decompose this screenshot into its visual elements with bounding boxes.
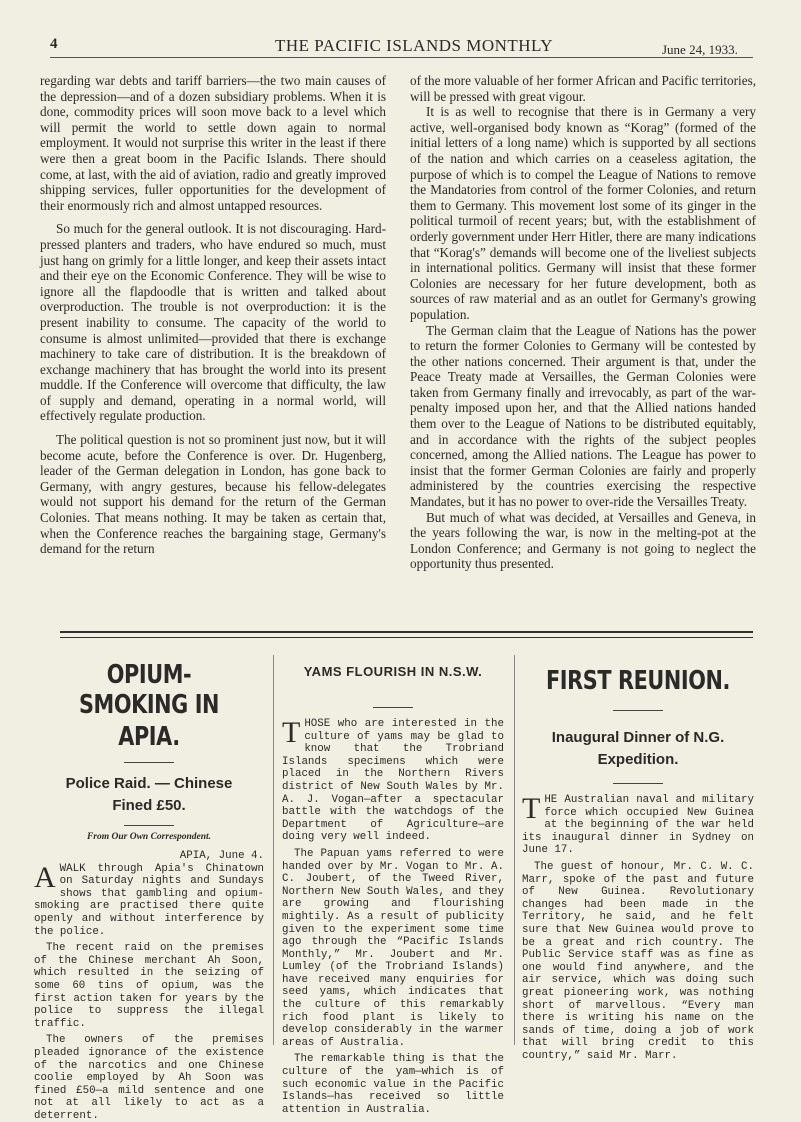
opium-headline-2: APIA. (118, 722, 180, 752)
opium-subhead-2: Fined £50. (112, 797, 186, 814)
column-rule (273, 655, 274, 1045)
opium-dateline: APIA, June 4. (179, 850, 264, 862)
editorial-paragraph: It is as well to recognise that there is in Germany a very active, well-organised body known as “Korag” (formed of the initial letters of a long name) which is supported by all sections of the nation and which carries on a ceaseless agitation, the purpose of which is to compel the League of Nations to remove the Mandatories from control of the former Colonies, and return them to Germany. This movement lost some of its ginger in the political turmoil of recent years; but, with the establishment of orderly government under Herr Hitler, there are many indications that “Korag's” demands will become one of the liveliest subjects in international politics. Germany will insist that these former Colonies are necessary for her future development, both as sources of raw material and as an outlet for Germany's growing population. (410, 104, 756, 322)
reunion-subhead-2: Expedition. (597, 751, 679, 768)
dropcap: T (282, 716, 301, 749)
opium-article (34, 660, 264, 1122)
opium-headline-1: OPIUM-SMOKING IN (78, 660, 220, 720)
yams-body (282, 718, 504, 1116)
headline-rule (124, 762, 174, 763)
yams-paragraph: The Papuan yams referred to were handed over by Mr. Vogan to Mr. A. C. Joubert, of the Tweed River, Northern New South Wales, and they are growing and flourishing mightily. As a result of publicity given to the experiment some time ago through the “Pacific Islands Monthly,” Mr. Joubert and Mr. Lumley (of the Trobriand Islands) have received many enquiries for seed yams, which indicates that the culture of this remarkably rich food plant is likely to develop considerably in the warmer areas of Australia. (282, 847, 504, 1049)
page-number: 4 (50, 36, 58, 52)
editorial-paragraph: The political question is not so prominent just now, but it will become acute, before the Conference is over. Dr. Hugenberg, leader of the German delegation in London, has gone back to Germany, with angry gestures, because his fellow-delegates would not support his demand for the return of the German Colonies. That means nothing. It may be taken as certain that, when the Conference reaches the bargaining stage, Germany's demand for the return (40, 432, 386, 557)
reunion-subhead-1: Inaugural Dinner of N.G. (551, 729, 725, 746)
opium-subhead-1: Police Raid. — Chinese (65, 775, 233, 792)
headline-rule (373, 707, 413, 708)
editorial-column-left (40, 73, 386, 557)
yams-headline: YAMS FLOURISH IN N.S.W. (303, 664, 483, 679)
editorial-paragraph: The German claim that the League of Nations has the power to return the former Colonies to Germany will be contested by the other nations concerned. Their argument is that, under the Peace Treaty made at Versailles, the German Colonies were taken from Germany finally and irrevocably, as part of the war-penalty imposed upon her, and that the Allied nations handed them over to the League of Nations to be distributed equitably, and in accordance with the rights of the subject peoples concerned, among the Allied nations. The League has power to insist that the former German Colonies are fairly and properly administered by the countries exercising the respective Mandates, but it has no power to over-ride the Versailles Treaty. (410, 322, 756, 510)
reunion-paragraph: The guest of honour, Mr. C. W. C. Marr, spoke of the past and future of New Guinea. Revolutionary changes had been made in the Territory, he said, and he felt sure that New Guinea would prove to be a great and rich country. The Public Service staff was as fine as one would find anywhere, and the air service, which was doing such great pioneering work, was nothing short of marvellous. “Every man there is writing his name on the sands of time, doing a job of work that will bring credit to this country,” said Mr. Marr. (522, 860, 754, 1062)
editorial-paragraph: But much of what was decided, at Versailles and Geneva, in the years following the war, is now in the melting-pot at the London Conference; and Germany is not going to neglect the opportunity thus presented. (410, 509, 756, 572)
headline-rule (613, 710, 663, 711)
reunion-article (522, 664, 754, 1062)
subhead-rule (613, 783, 663, 784)
section-divider (60, 637, 753, 638)
column-rule (514, 655, 515, 1045)
opium-paragraph: The recent raid on the premises of the Chinese merchant Ah Soon, which resulted in the seizing of some 60 tins of opium, was the first action taken for years by the police to suppress the illegal traffic. (34, 942, 264, 1030)
reunion-headline: FIRST REUNION. (545, 666, 731, 696)
editorial-column-right (410, 73, 756, 572)
header-rule (50, 57, 753, 58)
yams-paragraph: HOSE who are interested in the culture of yams may be glad to know that the Trobriand Islands specimens which were placed in the Northern Rivers district of New South Wales by Mr. A. J. Vogan—after a spectacular battle with the watchdogs of the Department of Agriculture—are doing very well indeed. (282, 718, 504, 844)
reunion-paragraph: HE Australian naval and military force which occupied New Guinea at the beginning of the war held its inaugural dinner in Sydney on June 17. (522, 794, 754, 857)
opium-paragraph: The owners of the premises pleaded ignorance of the existence of the narcotics and one Chinese coolie employed by Ah Soon was fined £50—a mild sentence and one not at all likely to act as a deterrent. (34, 1034, 264, 1122)
subhead-rule (124, 825, 174, 826)
dropcap: A (34, 860, 56, 894)
dropcap: T (522, 792, 541, 825)
reunion-body (522, 794, 754, 1062)
issue-date: June 24, 1933. (662, 42, 738, 57)
yams-paragraph: The remarkable thing is that the culture of the yam—which is of such economic value in the Pacific Islands—has received so little attention in Australia. (282, 1053, 504, 1116)
opium-paragraph: WALK through Apia's Chinatown on Saturday nights and Sundays shows that gambling and opium-smoking are practised there quite openly and without interference by the police. (34, 862, 264, 938)
publication-title: THE PACIFIC ISLANDS MONTHLY (275, 36, 553, 55)
opium-byline: From Our Own Correspondent. (86, 832, 212, 842)
yams-article (282, 664, 504, 1116)
opium-body (34, 860, 264, 1122)
editorial-paragraph: regarding war debts and tariff barriers—the two main causes of the depression—and of a dozen subsidiary problems. When it is done, commodity prices will soon move back to a level which will permit the world to settle down again to normal employment. It would not surprise this writer in the least if there were then a great boom in the Pacific Islands. There should come, at last, with the aid of aviation, radio and greatly improved shipping services, fuller opportunities for the development of their enormously rich and almost untapped resources. (40, 73, 386, 213)
section-divider (60, 631, 753, 633)
editorial-paragraph: of the more valuable of her former African and Pacific territories, will be pressed with great vigour. (410, 73, 756, 104)
editorial-paragraph: So much for the general outlook. It is not discouraging. Hard-pressed planters and traders, who have endured so much, must just hang on grimly for a little longer, and keep their assets intact and their eye on the Economic Conference. They will be wise to ignore all the flapdoodle that is written and talked about overproduction. The trouble is not overproduction: it is the present inability to consume. The capacity of the world to consume is almost unlimited—provided that there is exchange machinery to take care of distribution. It is the breakdown of exchange machinery that has brought the world into its present muddle. If the Conference will overcome that difficulty, the law of supply and demand, operating in a normal world, will effectively regulate production. (40, 221, 386, 424)
